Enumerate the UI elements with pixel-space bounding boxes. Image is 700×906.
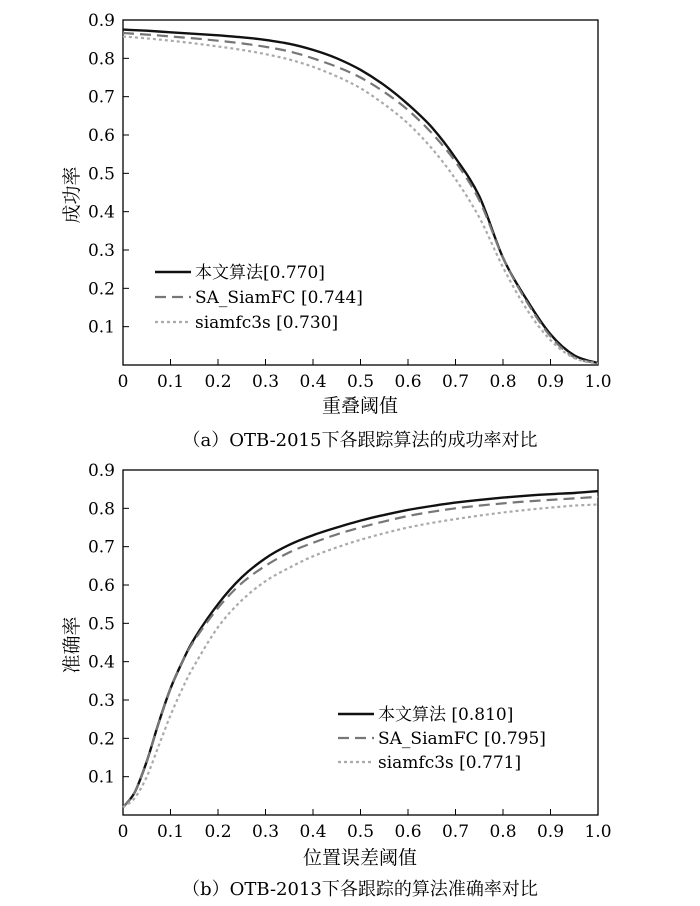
y-tick-label: 0.1 [87, 767, 115, 788]
x-tick-label: 0.8 [489, 822, 517, 842]
chart-precision [61, 461, 612, 900]
x-tick-label: 0.7 [441, 822, 470, 842]
x-tick-label: 0.7 [441, 372, 470, 392]
x-axis-title: 位置误差阈值 [302, 847, 418, 869]
x-tick-label: 0.2 [204, 822, 232, 842]
x-tick-label: 0.4 [299, 372, 327, 392]
legend-label-2: SA_SiamFC [0.744] [195, 288, 363, 308]
chart-success-rate [61, 11, 612, 451]
x-axis-title: 重叠阈值 [321, 395, 399, 417]
y-tick-label: 0.6 [87, 126, 115, 146]
legend-label-2: SA_SiamFC [0.795] [378, 729, 546, 749]
y-axis-title: 成功率 [61, 166, 83, 224]
x-tick-label: 0.8 [489, 372, 517, 392]
x-tick-label: 0.6 [394, 822, 422, 842]
axis-ticks [88, 461, 612, 842]
y-tick-label: 0.2 [87, 729, 115, 750]
y-tick-label: 0.7 [87, 87, 115, 108]
y-tick-label: 0.4 [87, 652, 115, 673]
series-line-2 [123, 497, 598, 808]
x-tick-label: 0.4 [299, 822, 327, 842]
series-line-1 [123, 491, 598, 807]
y-tick-label: 0.9 [87, 461, 115, 481]
y-tick-label: 0.7 [87, 537, 115, 558]
legend [155, 263, 363, 333]
x-tick-label: 0 [117, 822, 129, 842]
x-tick-label: 0.1 [156, 822, 185, 842]
x-tick-label: 0.3 [251, 372, 280, 392]
x-tick-label: 1.0 [584, 372, 612, 392]
legend-label-3: siamfc3s [0.771] [378, 753, 522, 773]
y-tick-label: 0.6 [87, 576, 115, 596]
y-tick-label: 0.5 [87, 164, 115, 185]
series-layer [123, 491, 598, 807]
x-tick-label: 0.2 [204, 372, 232, 392]
x-tick-label: 0.5 [346, 372, 375, 392]
x-tick-label: 0.5 [346, 822, 375, 842]
y-tick-label: 0.9 [87, 11, 115, 31]
axis-ticks [88, 11, 612, 392]
legend-label-3: siamfc3s [0.730] [195, 313, 339, 333]
x-tick-label: 0.9 [536, 822, 565, 842]
legend-label-1: 本文算法[0.770] [195, 263, 325, 283]
y-tick-label: 0.3 [87, 241, 115, 261]
y-tick-label: 0.4 [87, 202, 115, 223]
x-tick-label: 0.1 [156, 372, 185, 392]
x-tick-label: 0.9 [536, 372, 565, 392]
chart-caption: （a）OTB-2015下各跟踪算法的成功率对比 [182, 430, 538, 451]
y-tick-label: 0.8 [87, 499, 115, 520]
y-tick-label: 0.2 [87, 279, 115, 300]
y-tick-label: 0.3 [87, 691, 115, 711]
y-tick-label: 0.1 [87, 317, 115, 338]
legend [338, 705, 546, 773]
x-tick-label: 0.3 [251, 822, 280, 842]
y-tick-label: 0.5 [87, 614, 115, 635]
legend-label-1: 本文算法 [0.810] [378, 705, 514, 725]
x-tick-label: 1.0 [584, 822, 612, 842]
series-line-3 [123, 505, 598, 808]
x-tick-label: 0 [117, 372, 129, 392]
x-tick-label: 0.6 [394, 372, 422, 392]
chart-caption: （b）OTB-2013下各跟踪的算法准确率对比 [182, 879, 538, 900]
y-axis-title: 准确率 [61, 616, 83, 674]
y-tick-label: 0.8 [87, 49, 115, 70]
